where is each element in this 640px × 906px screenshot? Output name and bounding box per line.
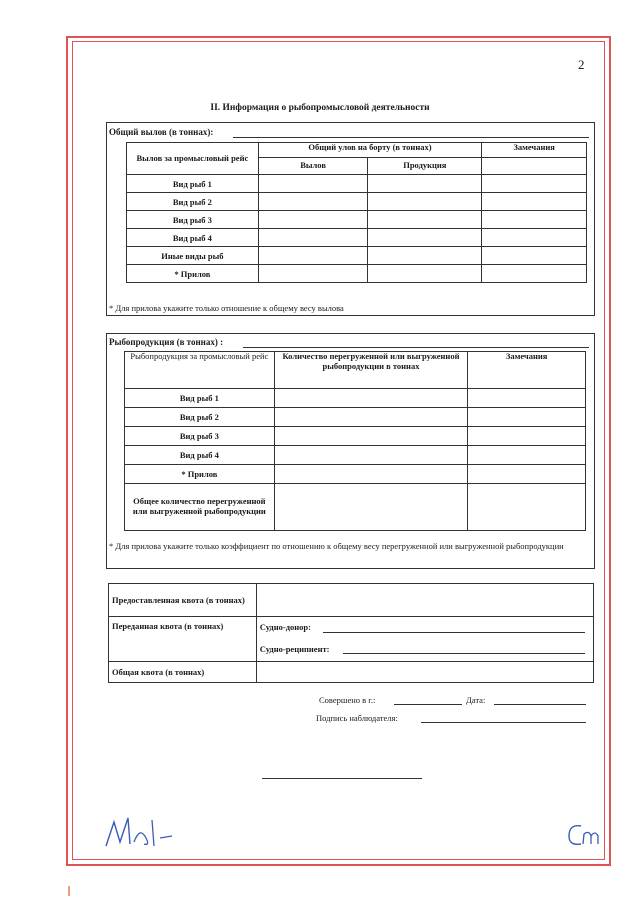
observer-signature-label: Подпись наблюдателя:: [316, 713, 398, 723]
done-in-label: Совершено в г.:: [319, 695, 376, 705]
catch-footnote: * Для прилова укажите только отношение к общему весу вылова: [109, 303, 344, 313]
table-cell[interactable]: [258, 211, 368, 229]
table-cell[interactable]: [368, 211, 482, 229]
product-row-label: Общее количество перегруженной или выгруженной рыбопродукции: [125, 484, 275, 531]
table-cell[interactable]: [468, 389, 586, 408]
table-cell[interactable]: [274, 408, 468, 427]
catch-remarks-subcell: [482, 158, 587, 175]
allocated-quota-label: Предоставленная квота (в тоннах): [109, 584, 257, 617]
total-quota-label: Общая квота (в тоннах): [109, 662, 257, 683]
product-row-label: Вид рыб 4: [125, 446, 275, 465]
amount-col-header: Количество перегруженной или выгруженной рыбопродукции в тоннах: [274, 352, 468, 389]
donor-vessel-label: Судно-донор:: [259, 622, 311, 633]
donor-vessel-cell: [256, 617, 593, 638]
catch-row-label: * Прилов: [127, 265, 259, 283]
page-number: 2: [578, 57, 585, 72]
handwritten-initials: [100, 808, 190, 853]
product-footnote: * Для прилова укажите только коэффициент по отношению к общему весу перегруженной или выгруженной рыбопродукции: [109, 541, 564, 551]
catch-remarks-header: Замечания: [482, 143, 587, 158]
quota-table: [108, 583, 594, 683]
product-row-label: Вид рыб 1: [125, 389, 275, 408]
product-table: [124, 351, 586, 531]
product-row-label: * Прилов: [125, 465, 275, 484]
date-label: Дата:: [466, 695, 486, 705]
done-in-field[interactable]: [394, 704, 462, 705]
total-product-label: Рыбопродукция (в тоннах) :: [109, 337, 224, 347]
edge-mark: [68, 886, 70, 896]
catch-col-header: Вылов за промысловый рейс: [127, 143, 259, 175]
table-cell[interactable]: [274, 446, 468, 465]
table-cell[interactable]: [368, 193, 482, 211]
catch-table: [126, 142, 587, 283]
table-cell[interactable]: [258, 247, 368, 265]
catch-row-label: Вид рыб 1: [127, 175, 259, 193]
table-cell[interactable]: [274, 465, 468, 484]
table-cell[interactable]: [482, 175, 587, 193]
onboard-catch-subheader: Вылов: [258, 158, 368, 175]
table-cell[interactable]: [468, 484, 586, 531]
catch-row-label: Иные виды рыб: [127, 247, 259, 265]
product-remarks-header: Замечания: [468, 352, 586, 389]
table-cell[interactable]: [368, 175, 482, 193]
catch-row-label: Вид рыб 3: [127, 211, 259, 229]
table-cell[interactable]: [468, 465, 586, 484]
signature-line[interactable]: [262, 778, 422, 779]
transferred-quota-label: Переданная квота (в тоннах): [109, 617, 257, 662]
handwritten-mark: [563, 818, 603, 850]
onboard-product-subheader: Продукция: [368, 158, 482, 175]
table-cell[interactable]: [482, 265, 587, 283]
observer-signature-field[interactable]: [421, 722, 586, 723]
table-cell[interactable]: [368, 265, 482, 283]
catch-row-label: Вид рыб 2: [127, 193, 259, 211]
total-catch-field[interactable]: [233, 137, 589, 138]
table-cell[interactable]: [482, 211, 587, 229]
table-cell[interactable]: [482, 193, 587, 211]
recipient-vessel-cell: [256, 638, 593, 662]
table-cell[interactable]: [468, 408, 586, 427]
recipient-vessel-label: Судно-реципиент:: [259, 644, 330, 655]
table-cell[interactable]: [468, 446, 586, 465]
section-title: II. Информация о рыбопромысловой деятельности: [210, 103, 430, 113]
total-product-field[interactable]: [243, 347, 589, 348]
table-cell[interactable]: [482, 247, 587, 265]
product-row-label: Вид рыб 3: [125, 427, 275, 446]
table-cell[interactable]: [274, 484, 468, 531]
table-cell[interactable]: [258, 265, 368, 283]
catch-row-label: Вид рыб 4: [127, 229, 259, 247]
table-cell[interactable]: [274, 389, 468, 408]
table-cell[interactable]: [482, 229, 587, 247]
total-quota-field[interactable]: [256, 662, 593, 683]
product-row-label: Вид рыб 2: [125, 408, 275, 427]
table-cell[interactable]: [368, 229, 482, 247]
table-cell[interactable]: [258, 175, 368, 193]
table-cell[interactable]: [368, 247, 482, 265]
table-cell[interactable]: [274, 427, 468, 446]
table-cell[interactable]: [258, 193, 368, 211]
recipient-vessel-field[interactable]: [343, 653, 585, 654]
date-field[interactable]: [494, 704, 586, 705]
table-cell[interactable]: [258, 229, 368, 247]
onboard-col-header: Общий улов на борту (в тоннах): [258, 143, 481, 158]
total-catch-label: Общий вылов (в тоннах):: [109, 127, 214, 137]
donor-vessel-field[interactable]: [323, 632, 585, 633]
allocated-quota-field[interactable]: [256, 584, 593, 617]
product-col-header: Рыбопродукция за промысловый рейс: [125, 352, 275, 389]
table-cell[interactable]: [468, 427, 586, 446]
